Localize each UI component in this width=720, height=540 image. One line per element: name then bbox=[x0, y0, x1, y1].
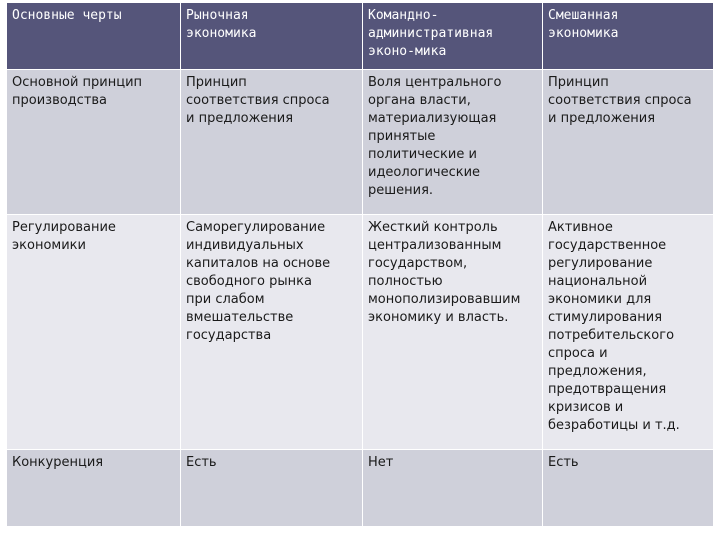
cell-mixed-regulation: Активное государственное регулирование национальной экономики для стимулирования потребительского спроса и предложения, предотвращения кризисов и безработицы и т.д. bbox=[543, 215, 714, 450]
row-label-production-principle: Основной принцип производства bbox=[7, 70, 181, 215]
cell-market-regulation: Саморегулирование индивидуальных капиталов на основе свободного рынка при слабом вмешательстве государства bbox=[181, 215, 363, 450]
cell-command-regulation: Жесткий контроль централизованным государством, полностью монополизировавшим экономику и власть. bbox=[363, 215, 543, 450]
cell-command-production: Воля центрального органа власти, материализующая принятые политические и идеологические решения. bbox=[363, 70, 543, 215]
table-row bbox=[7, 450, 714, 527]
header-market-economy: Рыночная экономика bbox=[181, 3, 363, 70]
table-row bbox=[7, 70, 714, 215]
cell-market-competition: Есть bbox=[181, 450, 363, 527]
cell-market-production: Принцип соответствия спроса и предложения bbox=[181, 70, 363, 215]
cell-mixed-competition: Есть bbox=[543, 450, 714, 527]
table-header-row bbox=[7, 3, 714, 70]
economy-comparison-table bbox=[6, 2, 714, 527]
header-command-economy: Командно- административная эконо-мика bbox=[363, 3, 543, 70]
cell-mixed-production: Принцип соответствия спроса и предложения bbox=[543, 70, 714, 215]
header-mixed-economy: Смешанная экономика bbox=[543, 3, 714, 70]
header-features: Основные черты bbox=[7, 3, 181, 70]
cell-command-competition: Нет bbox=[363, 450, 543, 527]
row-label-competition: Конкуренция bbox=[7, 450, 181, 527]
row-label-regulation: Регулирование экономики bbox=[7, 215, 181, 450]
table-row bbox=[7, 215, 714, 450]
